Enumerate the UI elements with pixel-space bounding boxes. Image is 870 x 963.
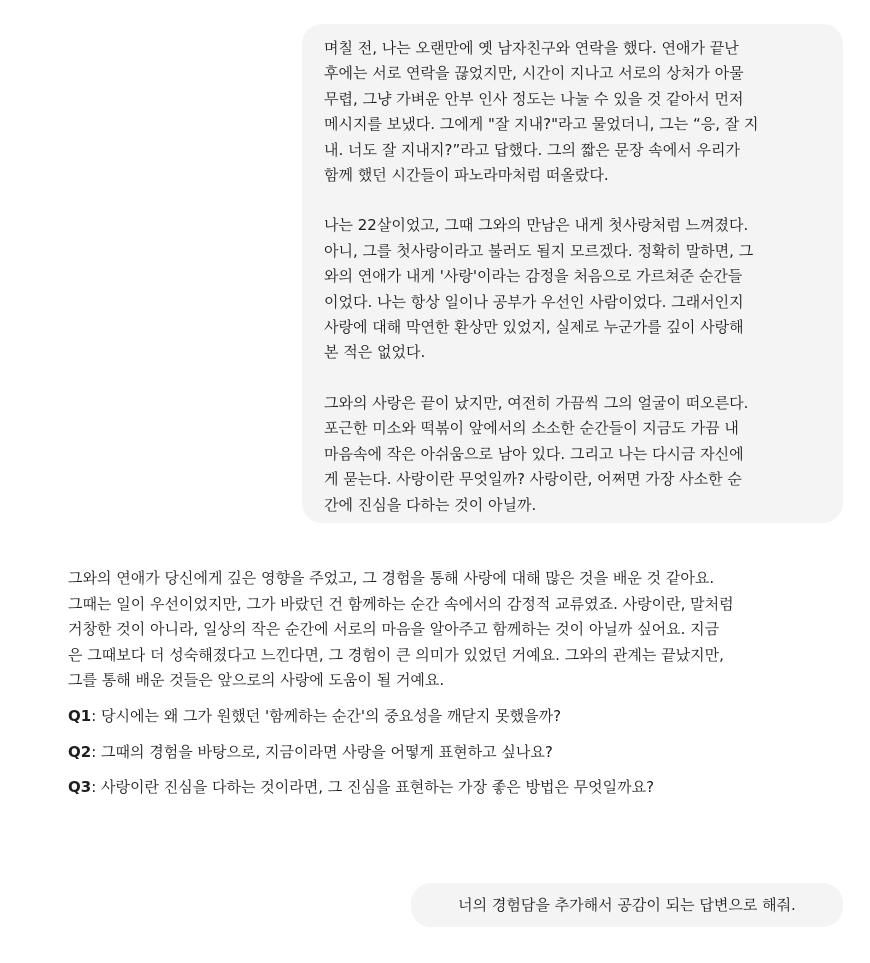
question-label: Q2 [68,742,92,761]
user-message-paragraph[interactable]: 그와의 사랑은 끝이 났지만, 여전히 가끔씩 그의 얼굴이 떠오른다. 포근한 미소와 떡볶이 앞에서의 소소한 순간들이 지금도 가끔 내 마음속에 작은 아쉬움으로 남아 있다. 그리고 나는 다시금 자신에 게 묻는다. 사랑이란 무엇일까? 사랑이란, 어쩌면 가장 사소한 순 간에 진심을 다하는 것이 아닐까. [324,393,749,514]
follow-up-question-1[interactable] [68,704,843,730]
user-message-text[interactable]: 너의 경험담을 추가해서 공감이 되는 답변으로 해줘. [458,896,796,914]
follow-up-question-3[interactable] [68,775,843,801]
question-text: : 당시에는 왜 그가 원했던 '함께하는 순간'의 중요성을 깨닫지 못했을까? [91,706,562,725]
user-message-paragraph[interactable]: 나는 22살이었고, 그때 그와의 만남은 내게 첫사랑처럼 느껴졌다. 아니, 그를 첫사랑이라고 불러도 될지 모르겠다. 정확히 말하면, 그 와의 연애가 내게 '사랑'이라는 감정을 처음으로 가르쳐준 순간들 이었다. 나는 항상 일이나 공부가 우선인 사람이었다. 그래서인지 사랑에 대해 막연한 환상만 있었지, 실제로 누군가를 깊이 사랑해 본 적은 없었다. [324,216,754,362]
question-text: : 사랑이란 진심을 다하는 것이라면, 그 진심을 표현하는 가장 좋은 방법은 무엇일까요? [91,778,655,797]
user-message-paragraph[interactable]: 며칠 전, 나는 오랜만에 옛 남자친구와 연락을 했다. 연애가 끝난 후에는 서로 연락을 끊었지만, 시간이 지나고 서로의 상처가 아물 무렵, 그냥 가벼운 안부 인사 정도는 나눌 수 있을 것 같아서 먼저 메시지를 보냈다. 그에게 "잘 지내?"라고 물었더니, 그는 “응, 잘 지 내. 너도 잘 지내지?”라고 답했다. 그의 짧은 문장 속에서 우리가 함께 했던 시간들이 파노라마처럼 떠올랐다. [324,39,759,185]
assistant-message [68,566,843,801]
question-label: Q1 [68,706,92,725]
question-label: Q3 [68,778,92,797]
user-message-bubble [411,883,843,927]
question-text: : 그때의 경험을 바탕으로, 지금이라면 사랑을 어떻게 표현하고 싶나요? [91,742,553,761]
assistant-message-paragraph[interactable]: 그와의 연애가 당신에게 깊은 영향을 주었고, 그 경험을 통해 사랑에 대해 많은 것을 배운 것 같아요. 그때는 일이 우선이었지만, 그가 바랐던 건 함께하는 순간 속에서의 감정적 교류였죠. 사랑이란, 말처럼 거창한 것이 아니라, 일상의 작은 순간에 서로의 마음을 알아주고 함께하는 것이 아닐까 싶어요. 지금 은 그때보다 더 성숙해졌다고 느낀다면, 그 경험이 큰 의미가 있었던 거예요. 그와의 관계는 끝났지만, 그를 통해 배운 것들은 앞으로의 사랑에 도움이 될 거예요. [68,569,734,690]
user-message-bubble [302,24,843,523]
follow-up-question-2[interactable] [68,740,843,766]
